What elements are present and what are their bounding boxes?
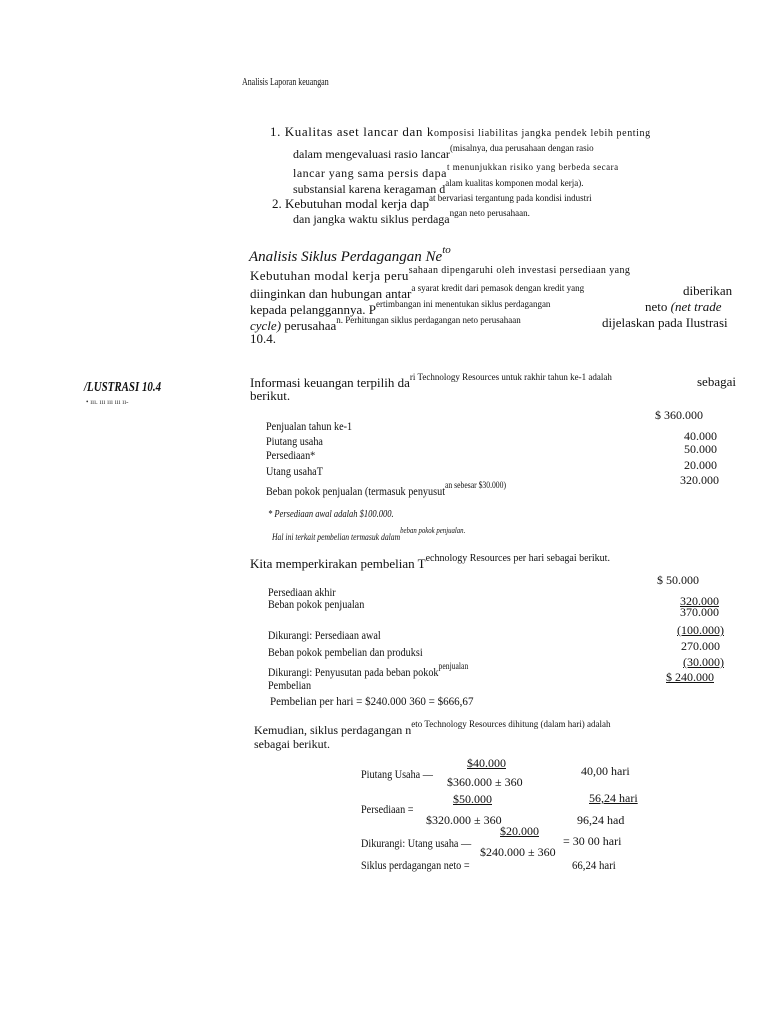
table-footnote-2: Hal ini terkait pembelian termasuk dalambeban pokok penjualan. — [272, 526, 466, 542]
paragraph-line-2: diinginkan dan hubungan antar$^{a syarat kredit dari pemasok dengan kredit yang}$ — [250, 283, 585, 301]
inventory-denominator: $320.000 ± 360 — [426, 813, 502, 827]
paragraph-line-4: cycle) perusahaa$^{n. Perhitungan siklus perdagangan neto perusahaan}$ — [250, 315, 521, 333]
illustration-label: /LUSTRASI 10.4 — [84, 380, 162, 395]
purchases-label-production-cost: Beban pokok pembelian dan produksi — [268, 645, 423, 659]
net-cycle-label: Siklus perdagangan neto = — [361, 858, 470, 872]
paragraph-line-5: 10.4. — [250, 331, 276, 346]
inventory-numerator: $50.000 — [453, 792, 492, 806]
list-item-2-line-1: 2. Kebutuhan modal kerja dap$^{at bervariasi tergantung pada kondisi industri}$ — [272, 193, 592, 211]
running-header: Analisis Laporan keuangan — [242, 76, 329, 88]
illustration-sublabel: • ııı. ııı ııı ııı ıı- — [86, 398, 129, 406]
list-item-1-line-4: substansial karena keragaman $d^{alam kualitas komponen modal kerja).}$ — [293, 178, 584, 196]
payable-label: Dikurangi: Utang usaha — — [361, 836, 472, 850]
paragraph-line-1: Kebutuhan modal kerja peru$^{sahaan dipengaruhi oleh investasi persediaan yang}$ — [250, 265, 631, 283]
payable-result: = 30 00 hari — [563, 834, 622, 848]
table-value-receivable: 40.000 — [684, 429, 717, 443]
table-value-cogs: 320.000 — [680, 473, 719, 487]
receivable-label: Piutang Usaha — — [361, 767, 433, 781]
purchases-value-beginning-inventory: (100.000) — [677, 623, 724, 637]
purchases-label-purchases: Pembelian — [268, 678, 312, 692]
purchases-value-ending-inventory: $ 50.000 — [657, 573, 699, 587]
table-label-sales: Penjualan tahun ke-1 — [266, 419, 353, 433]
table-label-cogs: Beban pokok penjualan (termasuk penyusut$^{an sebesar \$30.000)}$ — [266, 480, 507, 498]
paragraph-line-3-end: neto (net trade — [645, 299, 722, 314]
purchases-label-ending-inventory: Persediaan akhir — [268, 585, 336, 599]
table-label-payable: Utang usahaT — [266, 464, 323, 478]
purchases-label-cogs: Beban pokok penjualan — [268, 597, 365, 611]
table-value-inventory: 50.000 — [684, 442, 717, 456]
table-label-receivable: Piutang usaha — [266, 434, 323, 448]
receivable-numerator: $40.000 — [467, 756, 506, 770]
table-label-inventory: Persediaan* — [266, 448, 316, 462]
purchases-value-purchases: $ 240.000 — [666, 670, 714, 684]
receivable-result: 40,00 hari — [581, 764, 630, 778]
paragraph-line-2-end: diberikan — [683, 283, 733, 298]
net-cycle-result: 66,24 hari — [572, 858, 616, 872]
purchases-value-cogs: 320.000 — [680, 594, 719, 608]
purchases-value-production-cost: 270.000 — [681, 639, 720, 653]
payable-denominator: $240.000 ± 360 — [480, 845, 556, 859]
inventory-total: 96,24 had — [577, 813, 625, 827]
purchases-value-subtotal: 370.000 — [680, 605, 719, 619]
section-heading: Analisis Siklus Perdagangan $Ne^{to}$ — [249, 244, 451, 265]
table-footnote-1: * Persediaan awal adalah $100.000. — [268, 509, 394, 520]
purchases-label-beginning-inventory: Dikurangi: Persediaan awal — [268, 628, 381, 642]
illustration-intro-line-2: berikut. — [250, 388, 291, 403]
list-item-1-line-1: 1. Kualitas aset lancar dan komposisi liabilitas jangka pendek lebih penting — [270, 124, 651, 139]
list-item-1-line-3: lancar yang sama persis dapa$^{t menunjukkan risiko yang berbeda secara}$ — [293, 162, 619, 180]
purchases-intro: Kita memperkirakan pembelian $T^{echnology Resources per hari sebagai berikut.}$ — [250, 553, 610, 571]
payable-numerator: $20.000 — [500, 824, 539, 838]
cycle-intro-line-2: sebagai berikut. — [254, 737, 330, 751]
list-item-2-line-2: dan jangka waktu siklus perdaga$^{ngan neto perusahaan.}$ — [293, 208, 530, 226]
paragraph-line-3: kepada pelanggannya. $P^{ertimbangan ini menentukan siklus perdagangan}$ — [250, 299, 551, 317]
table-value-sales: $ 360.000 — [655, 408, 703, 422]
table-value-payable: 20.000 — [684, 458, 717, 472]
paragraph-line-4-end: dijelaskan pada Ilustrasi — [602, 315, 728, 330]
purchases-per-day: Pembelian per hari = $240.000 360 = $666,67 — [270, 694, 474, 708]
purchases-label-depreciation: Dikurangi: Penyusutan pada beban pokok$^{penjualan}$ — [268, 661, 469, 679]
receivable-denominator: $360.000 ± 360 — [447, 775, 523, 789]
purchases-value-depreciation: (30.000) — [683, 655, 724, 669]
inventory-result: 56,24 hari — [589, 791, 638, 805]
cycle-intro-line-1: Kemudian, siklus perdagangan $n^{eto Technology Resources dihitung (dalam hari) adalah}$ — [254, 719, 611, 737]
illustration-intro-line-1: Informasi keuangan terpilih $da^{ri Technology Resources untuk rakhir tahun ke-1 adalah}$ — [250, 372, 612, 390]
inventory-label: Persediaan = — [361, 802, 414, 816]
list-item-1-line-2: dalam mengevaluasi rasio lancar$^{(misalnya, dua perusahaan dengan rasio}$ — [293, 143, 594, 161]
illustration-intro-end: sebagai — [697, 374, 736, 389]
